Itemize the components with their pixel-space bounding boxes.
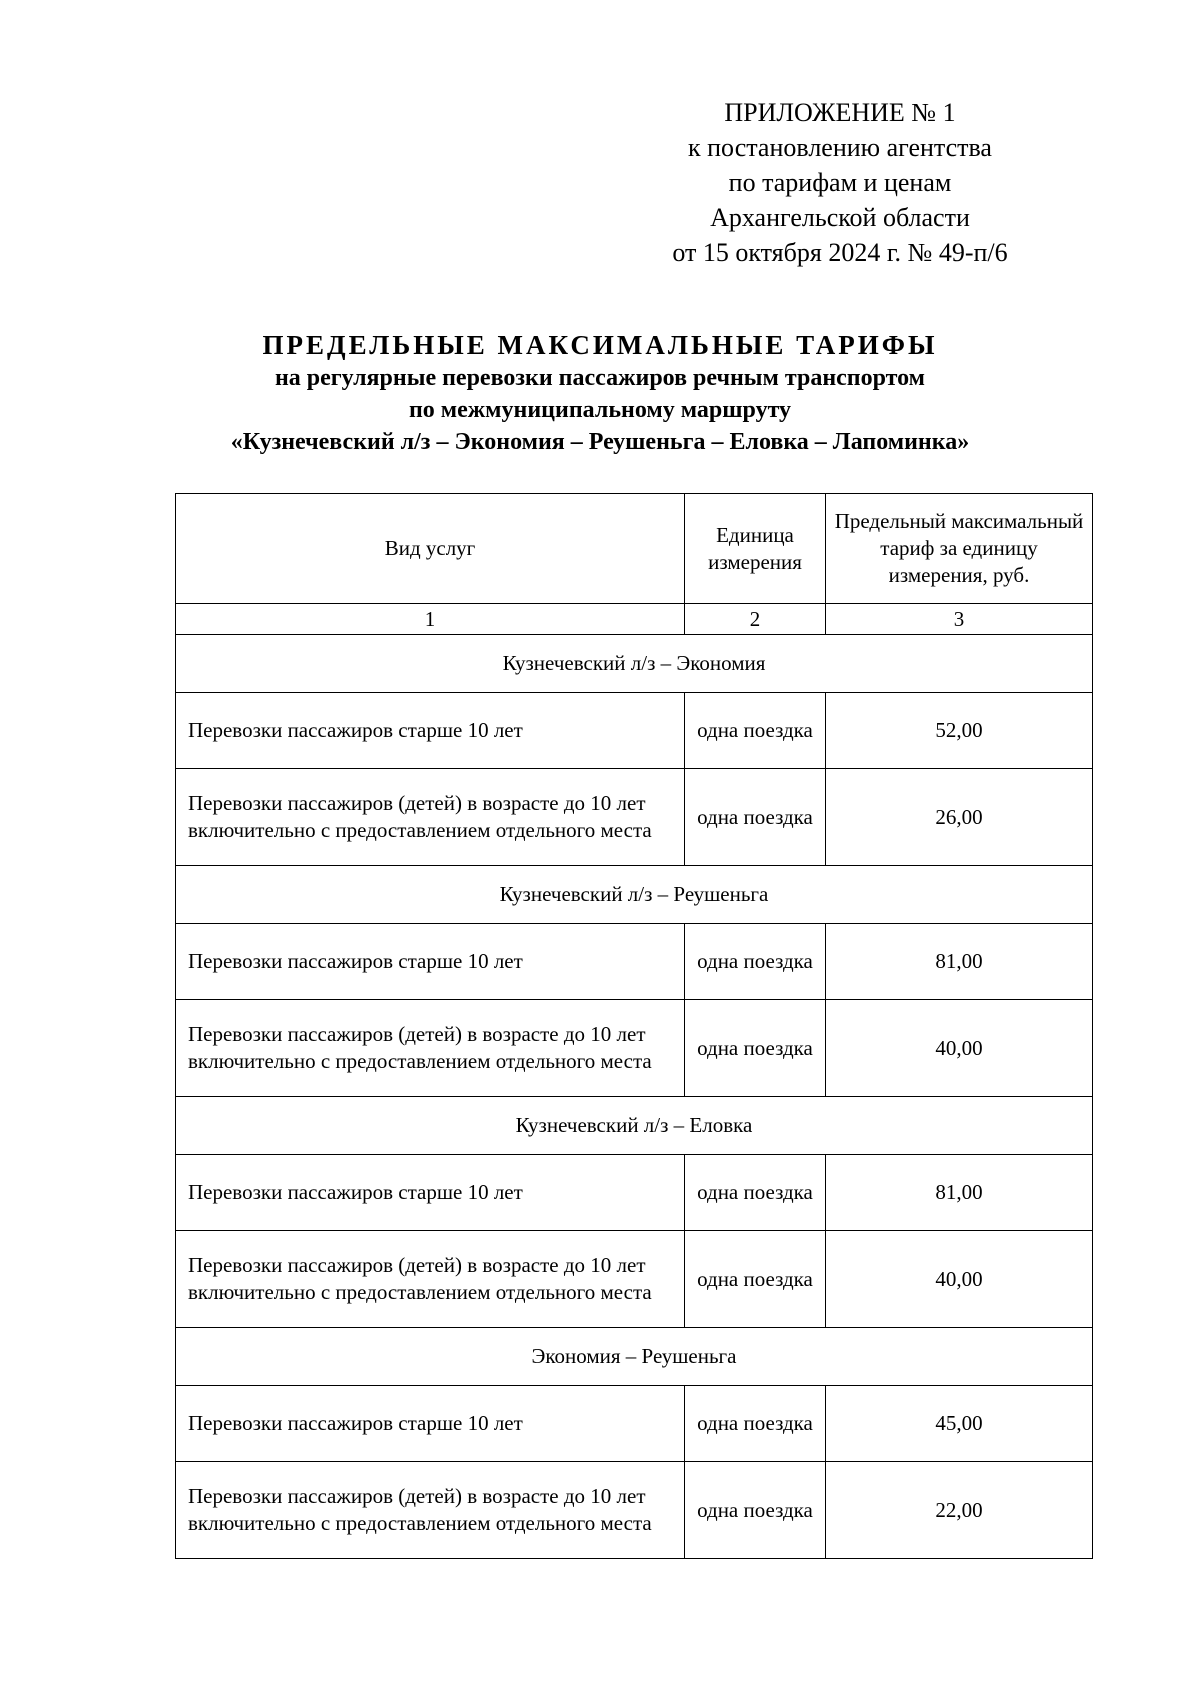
column-number: 2 [685, 604, 826, 635]
appendix-line: по тарифам и ценам [728, 168, 952, 197]
section-row [176, 866, 1093, 924]
price-cell: 45,00 [826, 1386, 1093, 1462]
price-cell: 22,00 [826, 1462, 1093, 1559]
section-title: Экономия – Реушеньга [176, 1328, 1093, 1386]
price-cell: 81,00 [826, 1155, 1093, 1231]
document-subtitle: на регулярные перевозки пассажиров речным транспортом [274, 365, 926, 391]
column-number: 1 [176, 604, 685, 635]
header-unit: Единица измерения [685, 494, 826, 604]
appendix-line: от 15 октября 2024 г. № 49-п/6 [672, 238, 1008, 267]
unit-cell: одна поездка [685, 1000, 826, 1097]
unit-cell: одна поездка [685, 924, 826, 1000]
unit-cell: одна поездка [685, 1462, 826, 1559]
column-number: 3 [826, 604, 1093, 635]
section-title: Кузнечевский л/з – Еловка [176, 1097, 1093, 1155]
price-cell: 40,00 [826, 1231, 1093, 1328]
header-max-tariff: Предельный максимальный тариф за единицу измерения, руб. [826, 494, 1093, 604]
unit-cell: одна поездка [685, 1386, 826, 1462]
document-title: ПРЕДЕЛЬНЫЕ МАКСИМАЛЬНЫЕ ТАРИФЫ [262, 330, 938, 360]
table-row [176, 1386, 1093, 1462]
service-cell: Перевозки пассажиров (детей) в возрасте до 10 лет включительно с предоставлением отдельного места [176, 769, 685, 866]
service-cell: Перевозки пассажиров старше 10 лет [176, 693, 685, 769]
price-cell: 26,00 [826, 769, 1093, 866]
table-header-row [176, 494, 1093, 604]
table-row [176, 769, 1093, 866]
appendix-block [640, 95, 1040, 270]
unit-cell: одна поездка [685, 769, 826, 866]
table-row [176, 1000, 1093, 1097]
tariff-table [175, 493, 1093, 1559]
appendix-line: к постановлению агентства [688, 133, 992, 162]
column-numbers-row [176, 604, 1093, 635]
unit-cell: одна поездка [685, 1231, 826, 1328]
route-name: «Кузнечевский л/з – Экономия – Реушеньга – Еловка – Лапоминка» [230, 429, 970, 455]
section-row [176, 1328, 1093, 1386]
service-cell: Перевозки пассажиров (детей) в возрасте до 10 лет включительно с предоставлением отдельного места [176, 1231, 685, 1328]
service-cell: Перевозки пассажиров (детей) в возрасте до 10 лет включительно с предоставлением отдельного места [176, 1462, 685, 1559]
table-row [176, 1155, 1093, 1231]
document-heading [120, 328, 1080, 458]
table-row [176, 1462, 1093, 1559]
service-cell: Перевозки пассажиров старше 10 лет [176, 924, 685, 1000]
table-row [176, 1231, 1093, 1328]
price-cell: 52,00 [826, 693, 1093, 769]
unit-cell: одна поездка [685, 1155, 826, 1231]
section-row [176, 635, 1093, 693]
appendix-line: Архангельской области [710, 203, 970, 232]
unit-cell: одна поездка [685, 693, 826, 769]
document-subtitle: по межмуниципальному маршруту [408, 397, 792, 423]
table-row [176, 693, 1093, 769]
section-row [176, 1097, 1093, 1155]
section-title: Кузнечевский л/з – Экономия [176, 635, 1093, 693]
price-cell: 81,00 [826, 924, 1093, 1000]
price-cell: 40,00 [826, 1000, 1093, 1097]
section-title: Кузнечевский л/з – Реушеньга [176, 866, 1093, 924]
service-cell: Перевозки пассажиров (детей) в возрасте до 10 лет включительно с предоставлением отдельного места [176, 1000, 685, 1097]
header-service-type: Вид услуг [176, 494, 685, 604]
service-cell: Перевозки пассажиров старше 10 лет [176, 1386, 685, 1462]
service-cell: Перевозки пассажиров старше 10 лет [176, 1155, 685, 1231]
appendix-line: ПРИЛОЖЕНИЕ № 1 [724, 98, 956, 127]
table-row [176, 924, 1093, 1000]
